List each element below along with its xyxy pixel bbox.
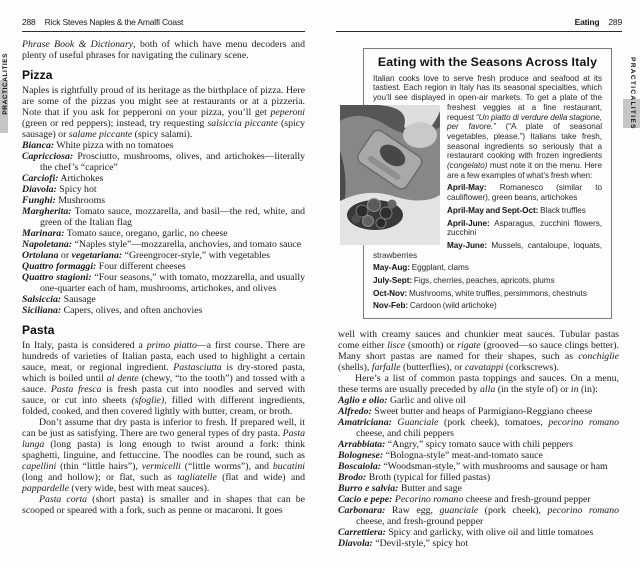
list-item	[22, 305, 305, 316]
truffle-shaving-photo	[340, 105, 440, 245]
term-label: Carrettiera:	[338, 527, 386, 539]
list-item	[338, 483, 619, 494]
text-run: (sfoglie),	[131, 395, 167, 406]
text-run: salsiccia piccante	[207, 118, 278, 129]
term-label: May-Aug:	[373, 263, 410, 273]
text-run: Four different cheeses	[96, 261, 186, 272]
term-label: April-June:	[447, 218, 490, 228]
text-run: vermicelli	[141, 461, 181, 472]
text-run: conchiglie	[578, 351, 619, 363]
term-label: April-May:	[447, 183, 487, 193]
text-run: pecorino romano	[548, 417, 619, 429]
text-run: Pastasciutta	[173, 362, 222, 373]
text-run: Italian cooks love to serve fresh produce and seafood at its tastiest. Each region in Italy has its seasonal specialties, which you’ll see displayed in open-air markets. To get a plate of the	[373, 73, 602, 103]
list-item	[22, 151, 305, 173]
text-run: Capers, olives, and often anchovies	[61, 305, 203, 316]
text-run: (spicy sausage) or	[22, 118, 305, 140]
text-run: tagliatelle	[177, 472, 217, 483]
text-run: Mushrooms	[55, 195, 106, 206]
text-run: (“A plate of seasonal vegetables, please.”) Italians take fresh, seasonal ingredients so seriously that a restaurant cooking with frozen ingredients	[447, 122, 603, 161]
list-item	[338, 450, 619, 461]
text-run: Garlic and olive oil	[387, 395, 466, 407]
text-run: in	[570, 384, 579, 396]
continuation-paragraph	[338, 329, 619, 373]
text-run: Pasta corta	[39, 494, 88, 505]
seasonal-sidebar-box	[363, 48, 612, 319]
term-label: Nov-Feb:	[373, 301, 409, 311]
term-label: Amatriciana:	[338, 417, 392, 429]
text-run: Asparagus, zucchini flowers, zucchini	[447, 218, 602, 238]
pizza-heading: Pizza	[22, 68, 53, 82]
text-run: Sausage	[61, 294, 96, 305]
header-rule-left	[22, 31, 305, 32]
text-run: In Italy, pasta is considered a	[22, 340, 147, 351]
text-run: Spicy and garlicky, with olive oil and little tomatoes	[385, 527, 594, 539]
list-item	[373, 263, 602, 273]
text-run: alla	[480, 384, 496, 396]
text-run: bucatini	[272, 461, 305, 472]
text-run: (in):	[578, 384, 598, 396]
text-run: “Devil-style,” spicy hot	[372, 538, 469, 550]
text-run: Raw egg,	[385, 505, 440, 517]
text-run: —a first course. There are hundreds of varieties of Italian pasta, each used to highlight a certain sauce, meat, or regional ingredient.	[22, 340, 305, 373]
list-item	[22, 294, 305, 305]
text-run: White pizza with no tomatoes	[54, 140, 174, 151]
text-run: “Bologna-style” meat-and-tomato sauce	[383, 450, 543, 462]
pasta-paragraph-3	[22, 494, 305, 516]
sidebar-title: Eating with the Seasons Across Italy	[377, 55, 598, 69]
text-run: , both of which have menu decoders and plenty of useful phrases for navigating the culinary scene.	[22, 39, 305, 61]
text-run: Pasta lunga	[22, 428, 305, 450]
term-label: Quattro formaggi:	[22, 261, 97, 272]
text-run: Don’t assume that dry pasta is inferior to fresh. If prepared well, it can be just as satisfying. There are two general types of dry pasta.	[22, 417, 305, 439]
text-run: (long and hollow); or flat, such as	[22, 472, 178, 483]
term-label: Marinara:	[22, 228, 65, 239]
sauce-list	[338, 395, 619, 549]
text-run: “Four seasons,” with tomato, mozzarella, and usually one-quarter each of ham, mushrooms, artichokes, and olives	[40, 272, 305, 294]
list-item	[373, 289, 602, 299]
text-run: Pecorino romano	[394, 494, 464, 506]
text-run: Mussels, cantaloupe, loquats, strawberries	[373, 240, 602, 260]
list-item	[338, 395, 619, 406]
text-run: rigate	[457, 340, 481, 352]
term-label: Siciliana:	[22, 305, 62, 316]
text-run: or	[58, 250, 72, 261]
text-run: Naples is rightfully proud of its heritage as the birthplace of pizza. Here are some of the pizzas you might see at restaurants or at a pizzeria. Note that if you ask for pepperoni on your pizza, you’ll get	[22, 85, 305, 118]
term-label: Margherita:	[22, 206, 72, 217]
term-label: Bolognese:	[338, 450, 384, 462]
text-run: salame piccante	[68, 129, 133, 140]
text-run: (in the style of) or	[495, 384, 571, 396]
text-run: Black truffles	[538, 205, 586, 215]
text-run: (chewy, “to the tooth”) and tossed with a sauce.	[22, 373, 305, 395]
list-item	[338, 538, 619, 549]
text-run: Prosciutto, mushrooms, olives, and artichokes—literally the chef’s “caprice”	[40, 151, 305, 173]
text-run: (“little worms”), and	[180, 461, 273, 472]
text-run: lisce	[387, 340, 406, 352]
term-label: Aglio e olio:	[338, 395, 388, 407]
list-item	[22, 272, 305, 294]
text-run: well with creamy sauces and chunkier meat sauces. Tubular pastas come either	[338, 329, 619, 352]
text-run: capellini	[22, 461, 57, 472]
text-run: (spicy salami).	[132, 129, 193, 140]
page-number-left: 288	[22, 17, 36, 27]
list-item	[22, 228, 305, 239]
text-run: (green or red peppers); instead, try requesting	[22, 118, 208, 129]
header-rule-right	[336, 31, 622, 32]
term-label: Cacio e pepe:	[338, 494, 393, 506]
text-run: cheese and fresh-ground pepper	[463, 494, 591, 506]
term-label: Capricciosa:	[22, 151, 74, 162]
list-item	[22, 173, 305, 184]
text-run: Tomato sauce, oregano, garlic, no cheese	[64, 228, 228, 239]
practicalities-tab-right: PRACTICALITIES	[629, 57, 636, 130]
text-run: Artichokes	[58, 173, 104, 184]
list-item	[338, 461, 619, 472]
text-run: (very wide, best with meat sauces).	[68, 483, 210, 494]
text-run: Broth (typical for filled pastas)	[366, 472, 491, 484]
text-run: is fresh pasta cut into noodles and served with sauce, or cut into sheets	[22, 384, 306, 406]
text-run: (pork cheek), tomatoes,	[438, 417, 549, 429]
truffle-shaving-photo-art	[340, 105, 440, 245]
text-run: (shells),	[338, 362, 372, 374]
pizza-intro-paragraph	[22, 85, 305, 140]
page-right	[320, 0, 640, 568]
text-run: “Angry,” spicy tomato sauce with chili peppers	[385, 439, 573, 451]
list-item	[338, 406, 619, 417]
practicalities-tab-left: PRACTICALITIES	[2, 53, 9, 115]
text-run: al dente	[106, 373, 139, 384]
text-run: (pork cheek),	[478, 505, 548, 517]
term-label: Alfredo:	[338, 406, 372, 418]
term-label: Oct-Nov:	[373, 288, 408, 298]
list-item	[22, 250, 305, 261]
list-item	[338, 417, 619, 439]
list-item	[22, 184, 305, 195]
text-run: Romanesco (similar to cauliflower), green beans, artichokes	[447, 183, 602, 203]
pasta-paragraph-1	[22, 340, 305, 417]
text-run: Mushrooms, white truffles, persimmons, chestnuts	[407, 288, 587, 298]
right-page-body	[338, 42, 619, 549]
page-number-right: 289	[608, 17, 622, 27]
term-label: Napoletana:	[22, 239, 73, 250]
text-run: cavatappi	[464, 362, 504, 374]
term-label: Salsiccia:	[22, 294, 62, 305]
term-label: Boscaiola:	[338, 461, 381, 473]
term-label: Diavola:	[338, 538, 373, 550]
text-run: Spicy hot	[56, 184, 97, 195]
list-item	[338, 472, 619, 483]
text-run: guanciale	[439, 505, 479, 517]
list-item	[373, 301, 602, 311]
running-head-right	[336, 17, 622, 27]
left-page-body	[22, 39, 305, 516]
term-label: Burro e salvia:	[338, 483, 399, 495]
list-item	[338, 505, 619, 527]
text-run: cheese, and fresh-ground pepper	[356, 516, 484, 528]
list-item	[338, 527, 619, 538]
text-run: freshest veggies at a fine restaurant, request	[447, 102, 602, 122]
term-label: Arrabbiata:	[338, 439, 386, 451]
list-item	[22, 239, 305, 250]
text-run: (corkscrews).	[503, 362, 559, 374]
book-title: Rick Steves Naples & the Amalfi Coast	[44, 17, 184, 27]
text-run: peperoni	[270, 107, 305, 118]
text-run: Eggplant, clams	[409, 263, 469, 273]
term-label: Funghi:	[22, 195, 56, 206]
text-run: (congelato)	[447, 161, 488, 171]
list-item	[373, 276, 602, 286]
text-run: Here’s a list of common pasta toppings and sauces. On a menu, these terms are usually preceded by	[338, 373, 619, 396]
list-item	[338, 494, 619, 505]
text-run: (short pasta) is smaller and in shapes that can be scooped or speared with a fork, such as penne or macaroni. It goes	[22, 494, 305, 516]
list-item	[22, 206, 305, 228]
text-run: (butterflies), or	[400, 362, 465, 374]
sauce-list-intro	[338, 373, 619, 395]
text-run: (flat and wide) and	[216, 472, 305, 483]
term-label: Quattro stagioni:	[22, 272, 92, 283]
term-label: April-May and Sept-Oct:	[447, 205, 539, 215]
text-run: Guanciale	[397, 417, 439, 429]
list-item	[22, 261, 305, 272]
section-title: Eating	[574, 17, 600, 27]
term-label: vegetariana:	[71, 250, 123, 261]
text-run: cheese, and chili peppers	[356, 428, 454, 440]
term-label: Carbonara:	[338, 505, 386, 517]
text-run: (grooved—so sauce clings better). Many short pastas are named for their shapes, such as	[338, 340, 619, 363]
term-label: Diavola:	[22, 184, 57, 195]
text-run: Tomato sauce, mozzarella, and basil—the red, white, and green of the Italian flag	[40, 206, 305, 228]
text-run: (long pasta) is long enough to twist around a fork: think spaghetti, linguine, and fettuccine. The noodles can be round, such as	[22, 439, 305, 461]
text-run: filled with different ingredients, folded, cooked, and then covered lightly with butter, cream, or broth.	[22, 395, 306, 417]
text-run: Figs, cherries, peaches, apricots, plums	[412, 276, 555, 286]
list-item	[22, 195, 305, 206]
text-run: (smooth) or	[405, 340, 458, 352]
term-label: July-Sept:	[373, 276, 413, 286]
text-run: Phrase Book & Dictionary	[22, 39, 134, 50]
text-run: pecorino romano	[547, 505, 619, 517]
text-run: is dry-stored pasta, which is boiled until	[22, 362, 305, 384]
pasta-paragraph-2	[22, 417, 305, 494]
text-run: Cardoon (wild artichoke)	[408, 301, 497, 311]
text-run: “Greengrocer-style,” with vegetables	[122, 250, 270, 261]
term-label: May-June:	[447, 240, 488, 250]
term-label: Bianca:	[22, 140, 55, 151]
text-run: farfalle	[371, 362, 401, 374]
text-run: “Naples style”—mozzarella, anchovies, and tomato sauce	[72, 239, 302, 250]
list-item	[22, 140, 305, 151]
text-run: Pasta fresca	[50, 384, 102, 395]
list-item	[338, 439, 619, 450]
text-run: (thin “little hairs”),	[56, 461, 142, 472]
term-label: Brodo:	[338, 472, 367, 484]
sidebar-paragraph	[373, 74, 602, 181]
text-run: Sweet butter and heaps of Parmigiano-Reggiano cheese	[371, 406, 593, 418]
text-run: “Woodsman-style,” with mushrooms and sausage or ham	[381, 461, 608, 473]
text-run: primo piatto	[146, 340, 197, 351]
running-head-left	[22, 17, 305, 27]
text-run: “Un piatto di verdure della stagione, per favore.”	[447, 112, 602, 132]
text-run: pappardelle	[22, 483, 69, 494]
pasta-heading: Pasta	[22, 323, 55, 337]
text-run: must note it on the menu. Here are a few examples of what’s fresh when:	[447, 161, 602, 180]
pizza-list	[22, 140, 305, 316]
intro-paragraph	[22, 39, 305, 61]
term-label: Carciofi:	[22, 173, 59, 184]
text-run: Butter and sage	[398, 483, 462, 495]
term-label: Ortolana	[22, 250, 59, 261]
